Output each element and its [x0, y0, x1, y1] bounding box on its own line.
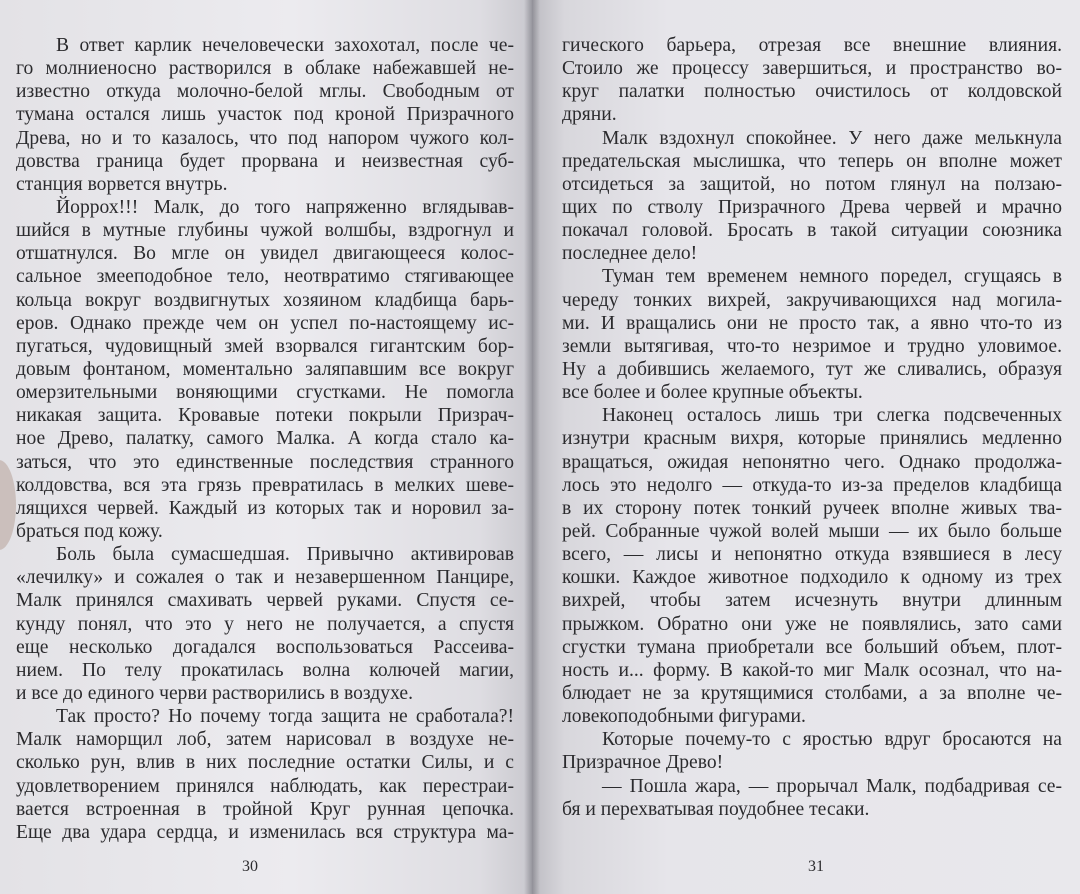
text-line: удовлетворением принялся наблюдать, как перестраи- — [16, 775, 514, 797]
left-page-text — [16, 34, 514, 844]
text-line: никакая защита. Кровавые потеки покрыли Призрач- — [16, 405, 514, 427]
text-line: тумана остался лишь участок под кроной Призрачного — [16, 104, 514, 126]
text-line: ность и... форму. В какой-то миг Малк осознал, что на- — [562, 659, 1062, 681]
text-line: кунду понял, что это у него не получается, а спустя — [16, 613, 514, 635]
text-line: сколько рун, влив в них последние остатки Силы, и с — [16, 752, 514, 774]
text-line: в их сторону потек тонкий ручеек вполне живых тва- — [562, 497, 1062, 519]
text-line: щих по стволу Призрачного Древа червей и мрачно — [562, 196, 1062, 218]
text-line: го молниеносно растворился в облаке набежавшей не- — [16, 58, 514, 80]
page-number: 31 — [808, 858, 824, 875]
text-line: лящихся червей. Каждый из которых так и норовил за- — [16, 497, 514, 519]
text-line: рей. Собранные чужой волей мыши — их было больше — [562, 520, 1062, 542]
text-line: колдовства, вся эта грязь превратилась в мелких шеве- — [16, 474, 514, 496]
text-line: сальное змееподобное тело, неотвратимо стягивающее — [16, 266, 514, 288]
text-line: изнутри красным вихря, которые принялись медленно — [562, 428, 1062, 450]
text-line: круг палатки полностью очистилось от колдовской — [562, 81, 1062, 103]
text-line: ное Древо, палатку, самого Малка. А когда стало ка- — [16, 428, 514, 450]
text-line: бя и перехватывая поудобнее тесаки. — [562, 798, 870, 820]
text-line: покачал головой. Бросать в такой ситуации союзника — [562, 220, 1062, 242]
text-line: вихрей, чтобы затем исчезнуть внутри длинным — [562, 590, 1062, 612]
text-line: браться под кожу. — [16, 520, 163, 542]
text-line: довым фонтаном, моментально заляпавшим все вокруг — [16, 358, 514, 380]
text-line: ми. И вращались они не просто так, а явно что-то из — [562, 312, 1062, 334]
text-line: Малк вздохнул спокойнее. У него даже мелькнула — [602, 127, 1062, 149]
text-line: кошки. Каждое животное подходило к одному из трех — [562, 567, 1062, 589]
text-line: кольца вокруг воздвигнутых хозяином кладбища барь- — [16, 289, 514, 311]
text-line: пугаться, чудовищный змей взорвался гигантским бор- — [16, 335, 514, 357]
text-line: — Пошла жара, — прорычал Малк, подбадривая се- — [602, 775, 1062, 797]
text-line: В ответ карлик нечеловечески захохотал, после че- — [56, 35, 514, 56]
text-line: Древа, но и то казалось, что под напором чужого кол- — [16, 127, 514, 149]
text-line: отшатнулся. Во мгле он увидел двигающееся колос- — [16, 243, 514, 265]
text-line: Ну а добившись желаемого, тут же сливались, образуя — [562, 358, 1062, 380]
text-line: сгустки тумана приобретали все больший объем, плот- — [562, 636, 1062, 658]
book-gutter — [524, 0, 540, 894]
text-line: Боль была сумасшедшая. Привычно активировав — [56, 544, 514, 566]
text-line: омерзительными воняющими сгустками. Не помогла — [16, 382, 514, 404]
text-line: Призрачное Древо! — [562, 752, 724, 774]
text-line: нием. По телу прокатилась волна колючей магии, — [16, 659, 514, 681]
page-number: 30 — [242, 858, 258, 875]
text-line: еров. Однако прежде чем он успел по-настоящему ис- — [16, 312, 514, 334]
text-line: лось это недолго — откуда-то из-за пределов кладбища — [562, 474, 1062, 496]
text-line: все более и более крупные объекты. — [562, 382, 863, 404]
text-line: еще несколько догадался воспользоваться Рассеива- — [16, 636, 514, 658]
text-line: довства граница будет прорвана и неизвестная суб- — [16, 150, 514, 172]
text-line: дряни. — [562, 104, 617, 126]
text-line: «лечилку» и сожалея о так и незавершенном Панцире, — [16, 567, 514, 589]
text-line: Йоррох!!! Малк, до того напряженно вглядывав- — [56, 196, 514, 218]
text-line: гического барьера, отрезая все внешние влияния. — [562, 35, 1062, 56]
left-page — [0, 0, 532, 894]
text-line: Которые почему-то с яростью вдруг бросаются на — [602, 729, 1062, 751]
text-line: Еще два удара сердца, и изменилась вся структура ма- — [16, 821, 514, 843]
text-line: Так просто? Но почему тогда защита не сработала?! — [56, 706, 514, 728]
text-line: вращаться, ожидая непонятно чего. Однако продолжа- — [562, 451, 1062, 473]
text-line: Стоило же процессу завершиться, и пространство во- — [562, 58, 1062, 80]
text-line: земли вытягивая, что-то незримое и трудно уловимое. — [562, 335, 1062, 357]
text-line: последнее дело! — [562, 243, 698, 265]
text-line: череду тонких вихрей, закручивающихся над могила- — [562, 289, 1062, 311]
text-line: Малк наморщил лоб, затем нарисовал в воздухе не- — [16, 729, 514, 751]
text-line: шийся в мутные глубины чужой волшбы, вздрогнул и — [16, 220, 514, 242]
right-page-text — [562, 34, 1062, 821]
text-line: вается встроенная в тройной Круг рунная цепочка. — [16, 798, 514, 820]
text-line: отсидеться за защитой, но потом глянул на ползаю- — [562, 173, 1062, 195]
text-line: предательская мыслишка, что теперь он вполне может — [562, 150, 1062, 172]
text-line: Туман тем временем немного поредел, сгущаясь в — [602, 266, 1062, 288]
text-line: блюдает не за крутящимися столбами, а за вполне че- — [562, 682, 1062, 704]
text-line: известно откуда молочно-белой мглы. Свободным от — [16, 81, 514, 103]
text-line: всего, — лисы и непонятно откуда взявшиеся в лесу — [562, 544, 1062, 566]
text-line: станция ворвется внутрь. — [16, 173, 228, 195]
text-line: Наконец осталось лишь три слегка подсвеченных — [602, 405, 1062, 427]
text-line: ловекоподобными фигурами. — [562, 706, 806, 728]
text-line: прыжком. Обратно они уже не появлялись, зато сами — [562, 613, 1062, 635]
text-line: Малк принялся смахивать червей руками. Спустя се- — [16, 590, 514, 612]
text-line: заться, что это единственные последствия странного — [16, 451, 514, 473]
right-page — [532, 0, 1080, 894]
text-line: и все до единого черви растворились в воздухе. — [16, 682, 413, 704]
